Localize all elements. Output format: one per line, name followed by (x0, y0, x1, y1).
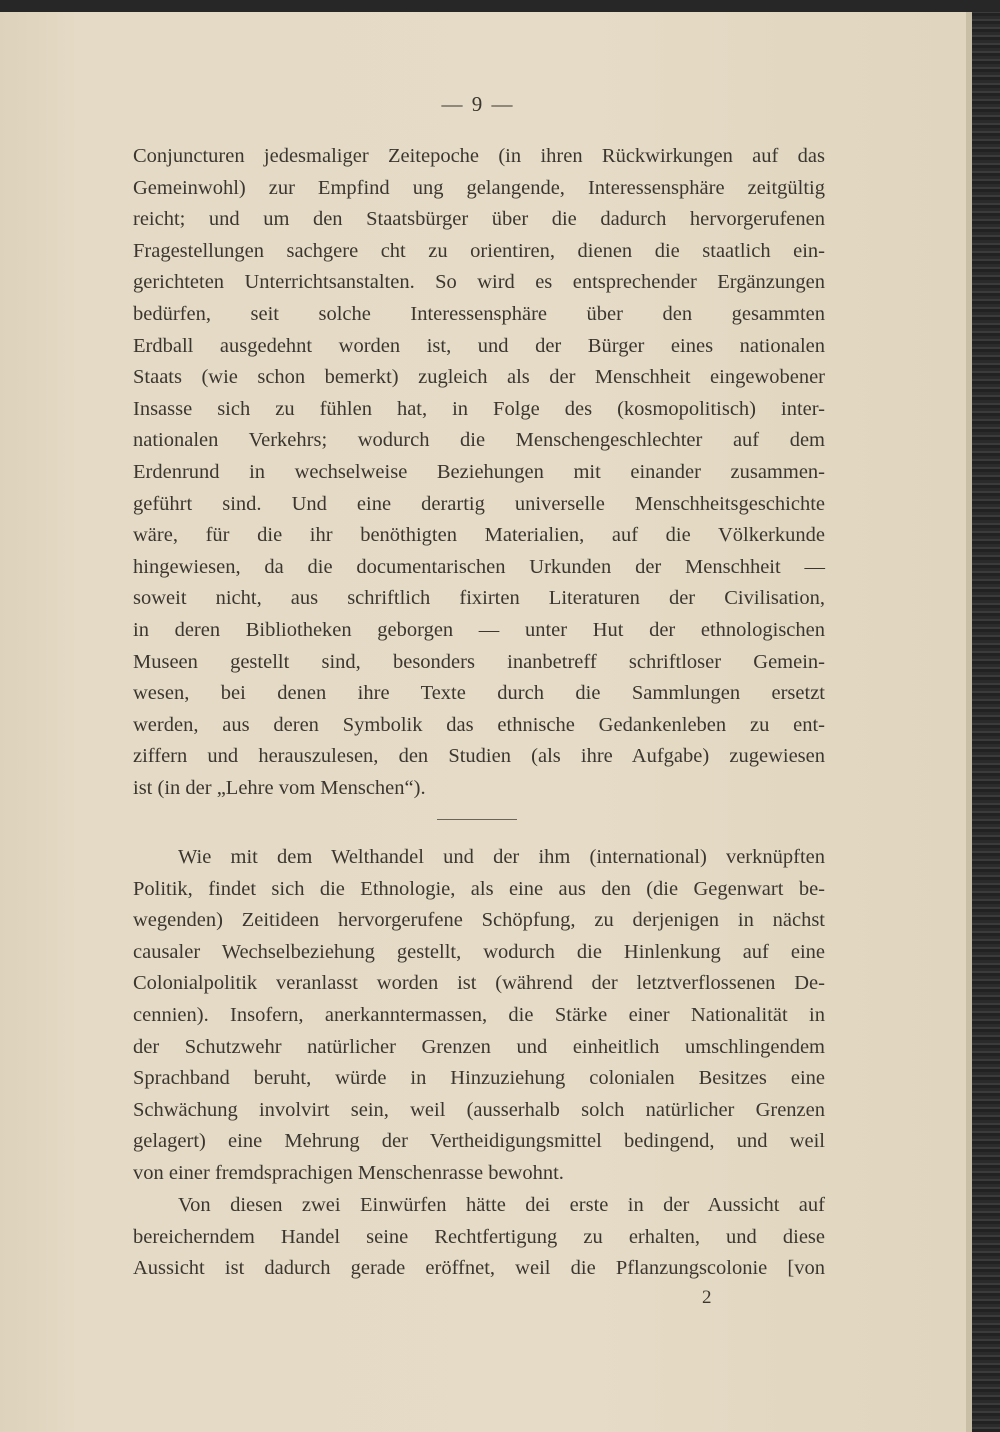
paragraph-1 (133, 141, 825, 804)
text-line: werden, aus deren Symbolik das ethnische Gedankenleben zu ent- (133, 713, 825, 736)
text-line: in deren Bibliotheken geborgen — unter Hut der ethnologischen (133, 618, 825, 641)
book-binding (972, 0, 1000, 1432)
text-line: Staats (wie schon bemerkt) zugleich als der Menschheit eingewobener (133, 366, 825, 389)
text-line: geführt sind. Und eine derartig universelle Menschheitsgeschichte (133, 492, 825, 515)
text-line: Insasse sich zu fühlen hat, in Folge des (kosmopolitisch) inter- (133, 397, 825, 420)
text-line: Sprachband beruht, würde in Hinzuziehung colonialen Besitzes eine (133, 1067, 825, 1090)
paragraph-3 (133, 1190, 825, 1285)
text-line: hingewiesen, da die documentarischen Urkunden der Menschheit — (133, 555, 825, 578)
text-line: ist (in der „Lehre vom Menschen“). (133, 776, 426, 799)
text-line: wegenden) Zeitideen hervorgerufene Schöpfung, zu derjenigen in nächst (133, 909, 825, 932)
text-line: Conjuncturen jedesmaliger Zeitepoche (in ihren Rückwirkungen auf das (133, 145, 825, 167)
text-line: Erdball ausgedehnt worden ist, und der Bürger eines nationalen (133, 334, 825, 357)
text-line: soweit nicht, aus schriftlich fixirten Literaturen der Civilisation, (133, 587, 825, 610)
text-line: bereicherndem Handel seine Rechtfertigung zu erhalten, und diese (133, 1225, 825, 1248)
text-line: reicht; und um den Staatsbürger über die dadurch hervorgerufenen (133, 208, 825, 231)
text-line: gelagert) eine Mehrung der Vertheidigungsmittel bedingend, und weil (133, 1130, 825, 1153)
paragraph-2 (133, 842, 825, 1190)
text-line: Gemeinwohl) zur Empfind ung gelangende, Interessensphäre zeitgültig (133, 176, 825, 199)
text-line: Wie mit dem Welthandel und der ihm (international) verknüpften (178, 846, 825, 868)
text-line: Fragestellungen sachgere cht zu orientiren, dienen die staatlich ein- (133, 239, 825, 262)
text-line: Von diesen zwei Einwürfen hätte dei erste in der Aussicht auf (178, 1194, 825, 1216)
text-line: bedürfen, seit solche Interessensphäre über den gesammten (133, 302, 825, 325)
text-line: wesen, bei denen ihre Texte durch die Sammlungen ersetzt (133, 682, 825, 705)
section-divider (437, 819, 517, 820)
text-line: Colonialpolitik veranlasst worden ist (während der letztverflossenen De- (133, 972, 825, 995)
text-line: cennien). Insofern, anerkanntermassen, die Stärke einer Nationalität in (133, 1003, 825, 1026)
text-line: nationalen Verkehrs; wodurch die Menschengeschlechter auf dem (133, 429, 825, 452)
text-line: gerichteten Unterrichtsanstalten. So wird es entsprechender Ergänzungen (133, 271, 825, 294)
signature-mark: 2 (702, 1287, 712, 1308)
text-line: Politik, findet sich die Ethnologie, als eine aus den (die Gegenwart be- (133, 877, 825, 900)
text-line: causaler Wechselbeziehung gestellt, wodurch die Hinlenkung auf eine (133, 940, 825, 963)
text-line: Aussicht ist dadurch gerade eröffnet, weil die Pflanzungscolonie [von (133, 1257, 825, 1280)
text-line: ziffern und herauszulesen, den Studien (als ihre Aufgabe) zugewiesen (133, 745, 825, 768)
text-line: der Schutzwehr natürlicher Grenzen und einheitlich umschlingendem (133, 1035, 825, 1058)
page-number-header: — 9 — (441, 92, 515, 116)
text-line: Erdenrund in wechselweise Beziehungen mit einander zusammen- (133, 460, 825, 483)
text-line: wäre, für die ihr benöthigten Materialien, auf die Völkerkunde (133, 524, 825, 547)
text-line: von einer fremdsprachigen Menschenrasse bewohnt. (133, 1161, 564, 1184)
book-binding-top (0, 0, 1000, 12)
text-line: Museen gestellt sind, besonders inanbetreff schriftloser Gemein- (133, 650, 825, 673)
text-line: Schwächung involvirt sein, weil (ausserhalb solch natürlicher Grenzen (133, 1098, 825, 1121)
